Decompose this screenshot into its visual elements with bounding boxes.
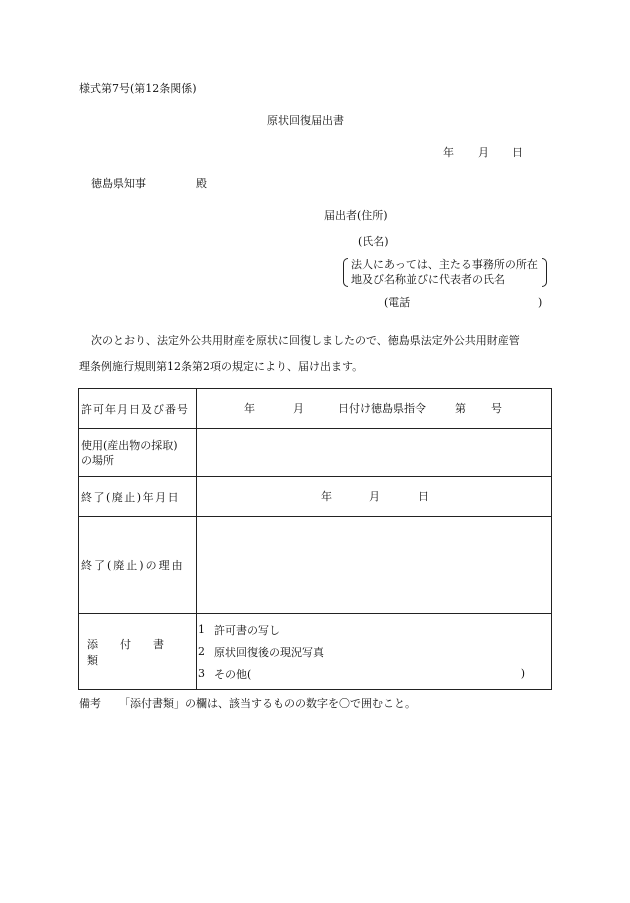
permit-label-cell: [79, 389, 197, 429]
attachment-num: 1: [198, 623, 205, 636]
attachment-text: 原状回復後の現況写真: [214, 645, 324, 659]
row-permit: [79, 389, 552, 429]
attachment-item[interactable]: [197, 663, 551, 685]
applicant-address-label: 届出者(住所): [324, 209, 388, 222]
permit-number-prefix: 第: [455, 402, 466, 415]
attachment-text: 許可書の写し: [214, 623, 280, 637]
attachment-item[interactable]: [197, 641, 551, 663]
attachment-text: その他(: [214, 667, 252, 681]
body-line-1: 次のとおり、法定外公共用財産を原状に回復しましたので、徳島県法定外公共用財産管: [91, 334, 520, 347]
location-label-line2: の場所: [81, 453, 114, 467]
corporate-note-line1: 法人にあっては、主たる事務所の所在: [351, 258, 538, 271]
location-label-cell: [79, 429, 197, 477]
remarks-text: 「添付書類」の欄は、該当するものの数字を〇で囲むこと。: [119, 697, 416, 710]
applicant-name-label: (氏名): [358, 235, 389, 248]
attachments-label: 添付書類: [87, 637, 186, 667]
attachment-num: 3: [198, 667, 205, 680]
end-date-value-cell[interactable]: [197, 477, 552, 517]
phone-close-paren: ): [538, 296, 543, 309]
reason-value-cell[interactable]: [197, 517, 552, 614]
permit-label: 許可年月日及び番号: [81, 402, 189, 416]
end-year: 年: [321, 490, 332, 503]
permit-number-suffix: 号: [491, 402, 502, 415]
body-line-2: 理条例施行規則第12条第2項の規定により、届け出ます。: [79, 360, 364, 373]
permit-value-cell[interactable]: [197, 389, 552, 429]
permit-month: 月: [293, 402, 304, 415]
permit-year: 年: [244, 402, 255, 415]
attachment-item[interactable]: [197, 619, 551, 641]
addressee-honorific: 殿: [196, 177, 207, 190]
attachment-close-paren: ): [520, 667, 525, 680]
location-value-cell[interactable]: [197, 429, 552, 477]
location-label-line1: 使用(産出物の採取): [81, 438, 178, 452]
row-end-date: [79, 477, 552, 517]
remarks-label: 備考: [79, 697, 101, 710]
form-number: 様式第7号(第12条関係): [79, 82, 197, 95]
row-reason: [79, 517, 552, 614]
attachments-value-cell: [197, 614, 552, 690]
attachment-num: 2: [198, 645, 205, 658]
document-title: 原状回復届出書: [267, 114, 344, 127]
date-month: 月: [478, 146, 489, 159]
date-year: 年: [443, 146, 454, 159]
end-day: 日: [418, 490, 429, 503]
permit-issuer: 日付け徳島県指令: [338, 402, 426, 415]
end-date-label: 終了(廃止)年月日: [81, 490, 181, 504]
date-day: 日: [512, 146, 523, 159]
reason-label: 終了(廃止)の理由: [81, 559, 185, 572]
reason-label-cell: [79, 517, 197, 614]
corporate-note-line2: 地及び名称並びに代表者の氏名: [351, 273, 505, 286]
end-month: 月: [369, 490, 380, 503]
attachments-label-cell: [79, 614, 197, 690]
phone-label: (電話: [384, 296, 411, 309]
note-bracket-left: [343, 258, 348, 287]
end-date-label-cell: [79, 477, 197, 517]
form-table: [78, 388, 552, 690]
row-location: [79, 429, 552, 477]
row-attachments: [79, 614, 552, 690]
note-bracket-right: [542, 258, 547, 287]
addressee-name: 徳島県知事: [91, 177, 146, 190]
